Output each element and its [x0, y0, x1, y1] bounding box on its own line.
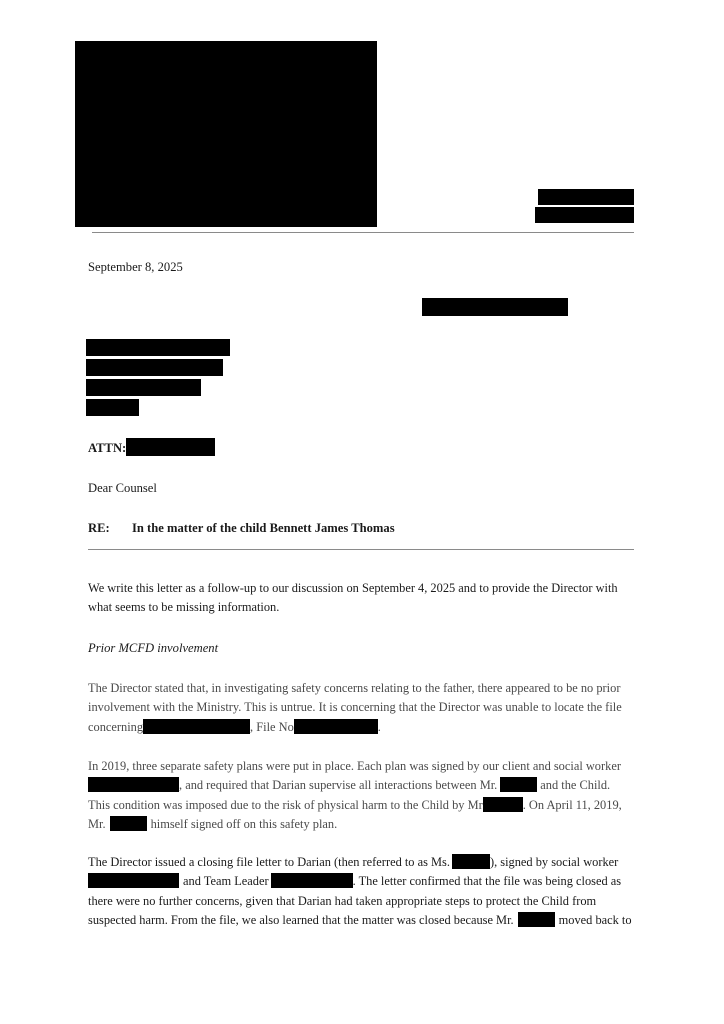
header-right-redaction-1 [538, 189, 634, 205]
para3-line-2a: and Team Leader [183, 874, 269, 889]
paragraph-1 [88, 679, 636, 737]
header-right-redaction-2 [535, 207, 634, 223]
mother-name-redaction [452, 854, 490, 869]
para3-line-4b: moved back to [558, 912, 632, 927]
para1-line-3c: . [377, 719, 381, 734]
social-worker-redaction [88, 777, 179, 792]
para2-line-2b: and the Child. [540, 778, 611, 793]
father-name-redaction-1 [500, 777, 537, 792]
para2-line-2a: , and required that Darian supervise all interactions between Mr. [179, 778, 498, 793]
re-subject: In the matter of the child Bennett James Thomas [132, 521, 395, 535]
para3-line-3: there were no further concerns, given that Darian had taken appropriate steps to protect the Child from [88, 893, 597, 908]
para3-line-1a: The Director issued a closing file letter to Darian (then referred to as Ms. [88, 855, 450, 869]
para1-line-1: The Director stated that, in investigating safety concerns relating to the father, there appeared to be no prior [88, 681, 621, 695]
father-name-redaction-2 [483, 797, 523, 812]
file-number-redaction [294, 719, 378, 734]
salutation: Dear Counsel [88, 481, 157, 495]
intro-line-1: We write this letter as a follow-up to our discussion on September 4, 2025 and to provide the Director with [88, 581, 618, 595]
para2-line-1: In 2019, three separate safety plans were put in place. Each plan was signed by our client and social worker [88, 759, 621, 773]
paragraph-3 [88, 853, 636, 930]
father-name-redaction-3 [110, 816, 147, 831]
recipient-redaction-3 [86, 379, 201, 396]
para1-line-3b: , File No [250, 719, 294, 734]
attn-redaction [126, 438, 215, 456]
para3-line-1b: ), signed by social worker [489, 855, 619, 869]
recipient-redaction-4 [86, 399, 139, 416]
para3-line-2b: . The letter confirmed that the file was being closed as [352, 874, 622, 889]
re-label: RE: [88, 521, 110, 535]
name-redaction [143, 719, 250, 734]
intro-paragraph [88, 579, 636, 618]
social-worker-redaction-2 [88, 873, 179, 888]
attn-label: ATTN: [88, 441, 127, 455]
recipient-redaction-2 [86, 359, 223, 376]
para2-line-3b: . On April 11, 2019, [522, 797, 622, 812]
para3-line-4a: suspected harm. From the file, we also learned that the matter was closed because Mr. [88, 912, 514, 927]
intro-line-2: what seems to be missing information. [88, 600, 280, 615]
para1-line-3a: concerning [88, 719, 144, 734]
team-leader-redaction [271, 873, 353, 888]
delivery-redaction [422, 298, 568, 316]
para1-line-2: involvement with the Ministry. This is untrue. It is concerning that the Director was unable to locate the file [88, 700, 622, 715]
header-divider [92, 232, 634, 233]
para2-line-3a: This condition was imposed due to the risk of physical harm to the Child by Mr [88, 797, 483, 812]
para2-line-4b: himself signed off on this safety plan. [150, 816, 338, 831]
section-heading: Prior MCFD involvement [88, 641, 219, 655]
letterhead-redaction [75, 41, 377, 227]
re-divider [88, 549, 634, 550]
recipient-redaction-1 [86, 339, 230, 356]
para2-line-4a: Mr. [88, 816, 106, 831]
letter-date: September 8, 2025 [88, 260, 183, 274]
attn-line [88, 438, 215, 458]
paragraph-2 [88, 757, 636, 834]
father-name-redaction-4 [518, 912, 555, 927]
